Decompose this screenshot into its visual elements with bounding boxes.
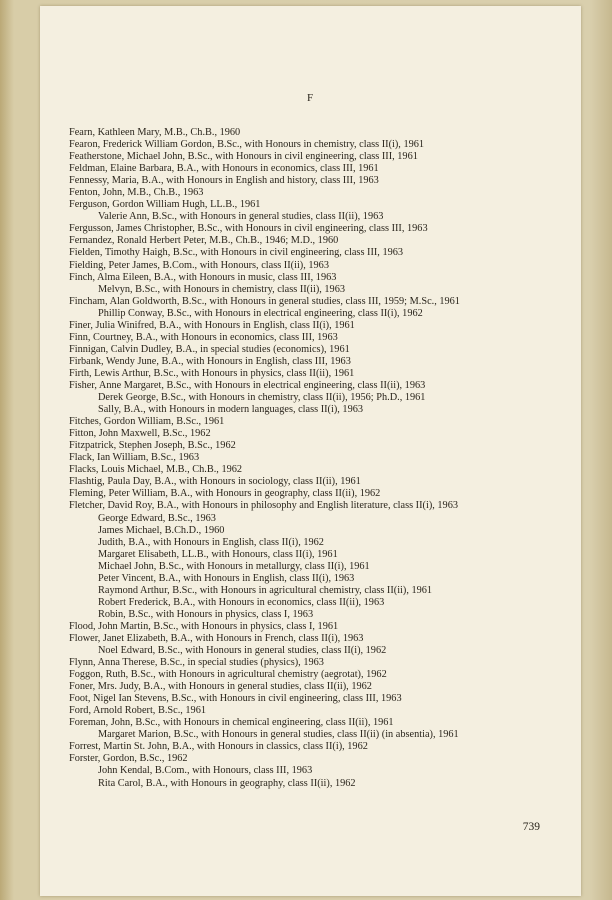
list-entry: Fielding, Peter James, B.Com., with Honours, class II(ii), 1963: [69, 259, 329, 271]
list-subentry: Noel Edward, B.Sc., with Honours in general studies, class II(i), 1962: [98, 645, 387, 657]
list-entry: Featherstone, Michael John, B.Sc., with Honours in civil engineering, class III, 1961: [69, 151, 418, 163]
list-entry: Fergusson, James Christopher, B.Sc., with Honours in civil engineering, class III, 1963: [69, 223, 428, 235]
list-subentry: Phillip Conway, B.Sc., with Honours in electrical engineering, class II(i), 1962: [98, 307, 423, 319]
list-entry: Firbank, Wendy June, B.A., with Honours in English, class III, 1963: [69, 355, 351, 367]
list-entry: Fitton, John Maxwell, B.Sc., 1962: [69, 428, 211, 440]
list-entry: Fennessy, Maria, B.A., with Honours in English and history, class III, 1963: [69, 175, 379, 187]
list-entry: Fearon, Frederick William Gordon, B.Sc., with Honours in chemistry, class II(i), 1961: [69, 139, 425, 151]
list-subentry: Margaret Elisabeth, LL.B., with Honours, class II(i), 1961: [98, 548, 338, 560]
list-entry: Fearn, Kathleen Mary, M.B., Ch.B., 1960: [69, 127, 241, 138]
list-entry: Fitches, Gordon William, B.Sc., 1961: [69, 416, 225, 428]
list-entry: Feldman, Elaine Barbara, B.A., with Honours in economics, class III, 1961: [69, 163, 379, 175]
list-entry: Flacks, Louis Michael, M.B., Ch.B., 1962: [69, 464, 243, 476]
list-entry: Flack, Ian William, B.Sc., 1963: [69, 452, 200, 464]
list-entry: Fleming, Peter William, B.A., with Honours in geography, class II(ii), 1962: [69, 488, 381, 500]
list-subentry: Robin, B.Sc., with Honours in physics, class I, 1963: [98, 608, 314, 620]
list-entry: Flower, Janet Elizabeth, B.A., with Honours in French, class II(i), 1963: [69, 632, 364, 644]
list-entry: Foner, Mrs. Judy, B.A., with Honours in general studies, class II(ii), 1962: [69, 681, 372, 693]
list-entry: Fernandez, Ronald Herbert Peter, M.B., Ch.B., 1946; M.D., 1960: [69, 235, 339, 247]
list-subentry: Judith, B.A., with Honours in English, class II(i), 1962: [98, 536, 324, 548]
list-entry: Fisher, Anne Margaret, B.Sc., with Honours in electrical engineering, class II(ii), 1963: [69, 379, 426, 391]
list-subentry: James Michael, B.Ch.D., 1960: [98, 524, 225, 536]
list-entry: Flood, John Martin, B.Sc., with Honours in physics, class I, 1961: [69, 620, 339, 632]
list-subentry: Derek George, B.Sc., with Honours in chemistry, class II(ii), 1956; Ph.D., 1961: [98, 392, 426, 404]
page-number: 739: [522, 821, 540, 833]
list-entry: Finch, Alma Eileen, B.A., with Honours in music, class III, 1963: [69, 271, 337, 283]
list-subentry: Melvyn, B.Sc., with Honours in chemistry, class II(ii), 1963: [98, 283, 345, 295]
list-subentry: Michael John, B.Sc., with Honours in metallurgy, class II(i), 1961: [98, 560, 370, 572]
section-letter: F: [306, 92, 315, 104]
list-entry: Foot, Nigel Ian Stevens, B.Sc., with Honours in civil engineering, class III, 1963: [69, 693, 402, 705]
list-subentry: George Edward, B.Sc., 1963: [98, 512, 216, 524]
list-entry: Fielden, Timothy Haigh, B.Sc., with Honours in civil engineering, class III, 1963: [69, 247, 404, 259]
list-entry: Fletcher, David Roy, B.A., with Honours in philosophy and English literature, class II(i), 1963: [69, 500, 458, 512]
list-entry: Finn, Courtney, B.A., with Honours in economics, class III, 1963: [69, 331, 338, 343]
list-entry: Ferguson, Gordon William Hugh, LL.B., 1961: [69, 199, 261, 211]
list-subentry: Rita Carol, B.A., with Honours in geography, class II(ii), 1962: [98, 777, 356, 789]
list-subentry: John Kendal, B.Com., with Honours, class III, 1963: [98, 765, 313, 777]
book-page: [40, 6, 581, 896]
list-subentry: Robert Frederick, B.A., with Honours in economics, class II(ii), 1963: [98, 596, 385, 608]
list-subentry: Sally, B.A., with Honours in modern languages, class II(i), 1963: [98, 404, 364, 416]
list-entry: Flynn, Anna Therese, B.Sc., in special studies (physics), 1963: [69, 657, 324, 669]
list-entry: Foreman, John, B.Sc., with Honours in chemical engineering, class II(ii), 1961: [69, 717, 394, 729]
list-entry: Finer, Julia Winifred, B.A., with Honours in English, class II(i), 1961: [69, 319, 355, 331]
list-entry: Firth, Lewis Arthur, B.Sc., with Honours in physics, class II(ii), 1961: [69, 367, 355, 379]
list-entry: Fenton, John, M.B., Ch.B., 1963: [69, 187, 204, 199]
list-entry: Fincham, Alan Goldworth, B.Sc., with Honours in general studies, class III, 1959; M.Sc., 1961: [69, 295, 460, 307]
list-entry: Flashtig, Paula Day, B.A., with Honours in sociology, class II(ii), 1961: [69, 476, 361, 488]
list-entry: Forster, Gordon, B.Sc., 1962: [69, 753, 188, 765]
list-subentry: Margaret Marion, B.Sc., with Honours in general studies, class II(ii) (in absentia), 1961: [98, 729, 459, 741]
list-entry: Fitzpatrick, Stephen Joseph, B.Sc., 1962: [69, 440, 236, 452]
list-subentry: Raymond Arthur, B.Sc., with Honours in agricultural chemistry, class II(ii), 1961: [98, 584, 433, 596]
list-entry: Forrest, Martin St. John, B.A., with Honours in classics, class II(i), 1962: [69, 741, 368, 753]
list-entry: Finnigan, Calvin Dudley, B.A., in special studies (economics), 1961: [69, 343, 350, 355]
list-entry: Foggon, Ruth, B.Sc., with Honours in agricultural chemistry (aegrotat), 1962: [69, 669, 387, 681]
list-subentry: Valerie Ann, B.Sc., with Honours in general studies, class II(ii), 1963: [98, 211, 384, 223]
graduate-list: [69, 127, 541, 790]
list-entry: Ford, Arnold Robert, B.Sc., 1961: [69, 705, 207, 717]
list-subentry: Peter Vincent, B.A., with Honours in English, class II(i), 1963: [98, 572, 355, 584]
